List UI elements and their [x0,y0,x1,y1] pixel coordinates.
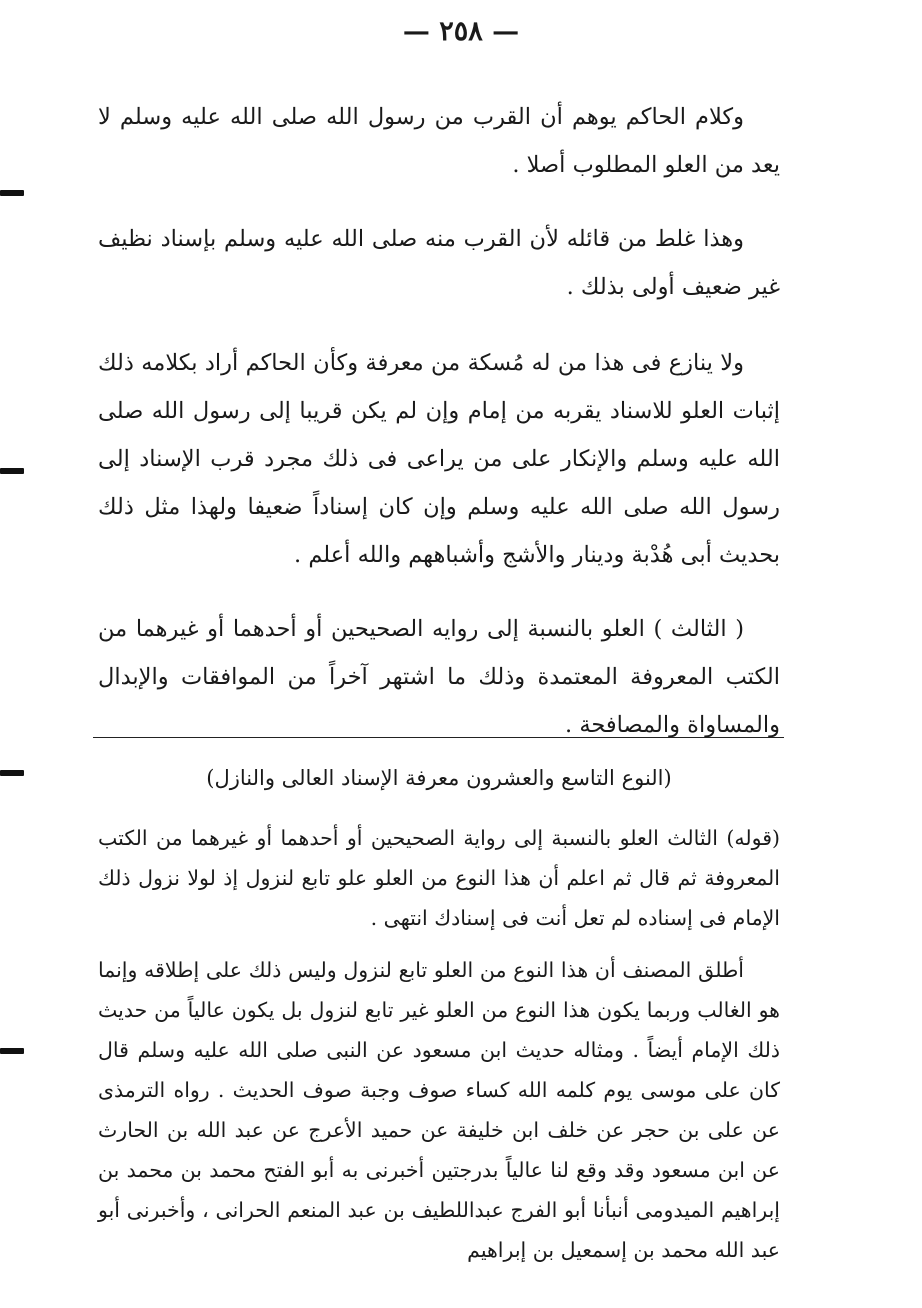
main-paragraph-1: وكلام الحاكم يوهم أن القرب من رسول الله صلى الله عليه وسلم لا يعد من العلو المطلوب أصلا . [98,104,780,178]
commentary-heading: (النوع التاسع والعشرون معرفة الإسناد العالى والنازل) [206,766,672,790]
binding-mark-2 [0,468,24,474]
binding-mark-3 [0,770,24,776]
main-paragraph-4: ( الثالث ) العلو بالنسبة إلى روايه الصحيحين أو أحدهما أو غيرهما من الكتب المعروفة المعتمدة وذلك ما اشتهر آخراً من الموافقات والإبدال والمساواة والمصافحة . [98,616,780,738]
footnote-divider [93,737,784,738]
page-number: — ٢٥٨ — [402,16,520,47]
main-paragraph-2: وهذا غلط من قائله لأن القرب منه صلى الله عليه وسلم بإسناد نظيف غير ضعيف أولى بذلك . [98,226,780,300]
binding-mark-4 [0,1048,24,1054]
commentary-paragraph-1: (قوله) الثالث العلو بالنسبة إلى رواية الصحيحين أو أحدهما أو غيرهما من الكتب المعروفة ثم قال ثم اعلم أن هذا النوع من العلو علو تابع لنزول إذ لولا نزول ذلك الإمام فى إسناده لم تعل أنت فى إسنادك انتهى . [98,826,780,930]
main-paragraph-3: ولا ينازع فى هذا من له مُسكة من معرفة وكأن الحاكم أراد بكلامه ذلك إثبات العلو للاسناد يقربه من إمام وإن لم يكن قريبا إلى رسول الله صلى الله عليه وسلم والإنكار على من يراعى فى ذلك مجرد قرب الإسناد إلى رسول الله صلى الله عليه وسلم وإن كان إسناداً ضعيفا ولهذا مثل ذلك بحديث أبى هُدْبة ودينار والأشج وأشباههم والله أعلم . [98,350,780,568]
commentary-paragraph-2: أطلق المصنف أن هذا النوع من العلو تابع لنزول وليس ذلك على إطلاقه وإنما هو الغالب وربما يكون هذا النوع من العلو غير تابع لنزول بل يكون عالياً من حديث ذلك الإمام أيضاً . ومثاله حديث ابن مسعود عن النبى صلى الله عليه وسلم قال كان على موسى يوم كلمه الله كساء صوف وجبة صوف الحديث . رواه الترمذى عن على بن حجر عن خلف ابن خليفة عن حميد الأعرج عن عبد الله بن الحارث عن ابن مسعود وقد وقع لنا عالياً بدرجتين أخبرنى به أبو الفتح محمد بن محمد بن إبراهيم الميدومى أنبأنا أبو الفرج عبداللطيف بن عبد المنعم الحرانى ، وأخبرنى أبو عبد الله محمد بن إسمعيل بن إبراهيم [98,958,780,1262]
binding-mark-1 [0,190,24,196]
